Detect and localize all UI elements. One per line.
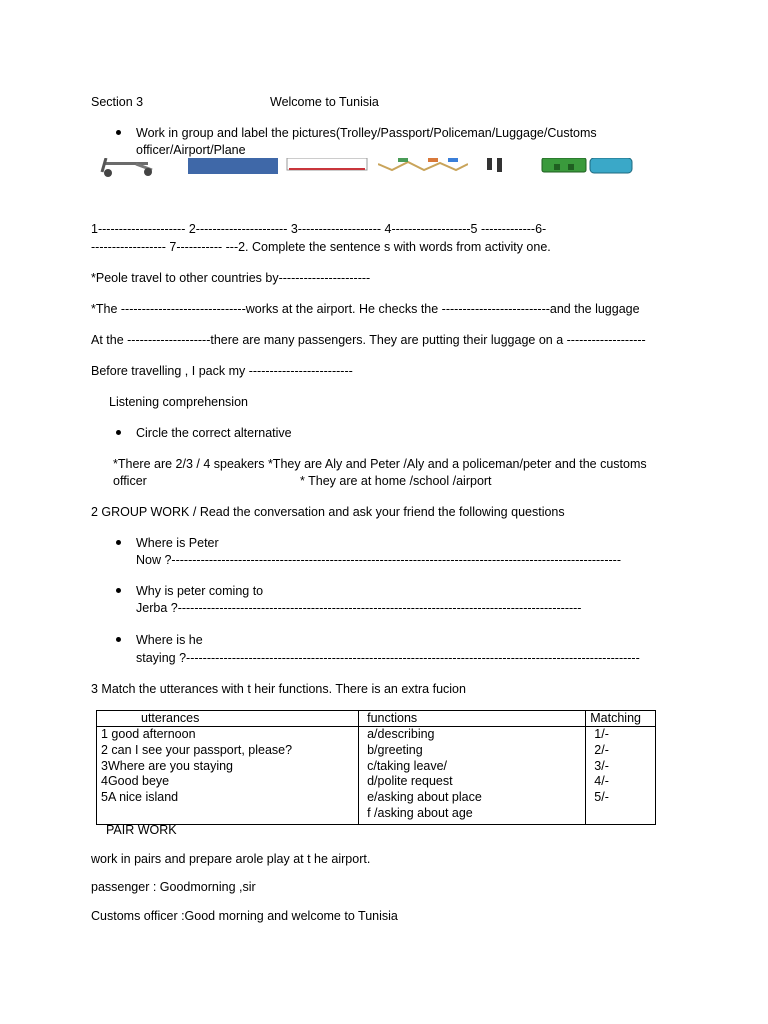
document-icon bbox=[286, 158, 368, 178]
utterance-item: 1 good afternoon bbox=[101, 727, 196, 741]
bullet-marker bbox=[116, 540, 121, 545]
question-1-line2: Now ?------------------------------------------------------------------------------------------------------------ bbox=[136, 553, 621, 567]
listening-bullet: Circle the correct alternative bbox=[136, 426, 292, 440]
matching-table bbox=[96, 710, 656, 825]
functions-cell bbox=[359, 727, 586, 825]
pair-work-instruction: work in pairs and prepare arole play at t he airport. bbox=[91, 852, 371, 866]
question-2-line2: Jerba ?------------------------------------------------------------------------------------------------- bbox=[136, 601, 582, 615]
column-header: functions bbox=[359, 711, 586, 727]
listening-heading: Listening comprehension bbox=[109, 395, 248, 409]
bullet-marker bbox=[116, 430, 121, 435]
sentence-4: Before travelling , I pack my ------------------------- bbox=[91, 364, 353, 378]
listening-line2b: * They are at home /school /airport bbox=[300, 474, 492, 488]
activity1-line1: Work in group and label the pictures(Trolley/Passport/Policeman/Luggage/Customs bbox=[136, 126, 597, 140]
matching-cell bbox=[586, 727, 656, 825]
function-item: d/polite request bbox=[367, 774, 453, 789]
passport-icon bbox=[188, 158, 278, 178]
policeman-icon bbox=[484, 158, 508, 178]
function-item: f /asking about age bbox=[367, 805, 473, 820]
listening-line1: *There are 2/3 / 4 speakers *They are Aly and Peter /Aly and a policeman/peter and the customs bbox=[113, 457, 647, 471]
question-3-line1: Where is he bbox=[136, 633, 203, 647]
dialogue-line: Customs officer :Good morning and welcome to Tunisia bbox=[91, 909, 398, 923]
trolley-icon bbox=[96, 158, 160, 178]
pair-work-heading: PAIR WORK bbox=[106, 823, 177, 837]
function-item: b/greeting bbox=[367, 742, 423, 757]
numbered-blanks-line2: ------------------ 7----------- ---2. Complete the sentence s with words from activity one. bbox=[91, 240, 551, 254]
question-2-line1: Why is peter coming to bbox=[136, 584, 264, 598]
activity1-line2: officer/Airport/Plane bbox=[136, 143, 246, 157]
column-header: Matching bbox=[586, 711, 656, 727]
luggage-icon bbox=[540, 158, 636, 178]
sentence-3: At the --------------------there are many passengers. They are putting their luggage on a ------------------- bbox=[91, 333, 646, 347]
utterances-cell bbox=[97, 727, 359, 825]
matching-item: 4/- bbox=[594, 774, 609, 789]
bullet-marker bbox=[116, 130, 121, 135]
sentence-2: *The ------------------------------works at the airport. He checks the --------------------------and the luggage bbox=[91, 302, 640, 316]
function-item: a/describing bbox=[367, 727, 435, 741]
section-label: Section 3 bbox=[91, 95, 144, 109]
sentence-1: *Peole travel to other countries by---------------------- bbox=[91, 271, 371, 285]
matching-item: 3/- bbox=[594, 758, 609, 773]
table-row bbox=[97, 727, 656, 825]
function-item: c/taking leave/ bbox=[367, 758, 448, 773]
question-1-line1: Where is Peter bbox=[136, 536, 219, 550]
picture-strip bbox=[96, 158, 636, 178]
utterance-item: 2 can I see your passport, please? bbox=[101, 742, 293, 757]
dialogue-line: passenger : Goodmorning ,sir bbox=[91, 880, 256, 894]
page-title: Welcome to Tunisia bbox=[270, 95, 379, 109]
utterance-item: 4Good beye bbox=[101, 774, 170, 789]
bullet-marker bbox=[116, 637, 121, 642]
matching-item: 1/- bbox=[594, 727, 609, 741]
airport-icon bbox=[378, 158, 468, 178]
utterance-item: 3Where are you staying bbox=[101, 758, 234, 773]
column-header: utterances bbox=[97, 711, 359, 727]
bullet-marker bbox=[116, 588, 121, 593]
function-item: e/asking about place bbox=[367, 790, 482, 805]
group-work-heading: 2 GROUP WORK / Read the conversation and ask your friend the following questions bbox=[91, 505, 565, 519]
listening-line2a: officer bbox=[113, 474, 147, 488]
table-header-row bbox=[97, 711, 656, 727]
utterance-item: 5A nice island bbox=[101, 790, 179, 805]
match-heading: 3 Match the utterances with t heir functions. There is an extra fucion bbox=[91, 682, 466, 696]
matching-item: 5/- bbox=[594, 790, 609, 805]
question-3-line2: staying ?------------------------------------------------------------------------------------------------------------- bbox=[136, 651, 640, 665]
numbered-blanks-line1: 1--------------------- 2---------------------- 3-------------------- 4-------------------5 -------------6- bbox=[91, 222, 547, 236]
matching-item: 2/- bbox=[594, 742, 609, 757]
